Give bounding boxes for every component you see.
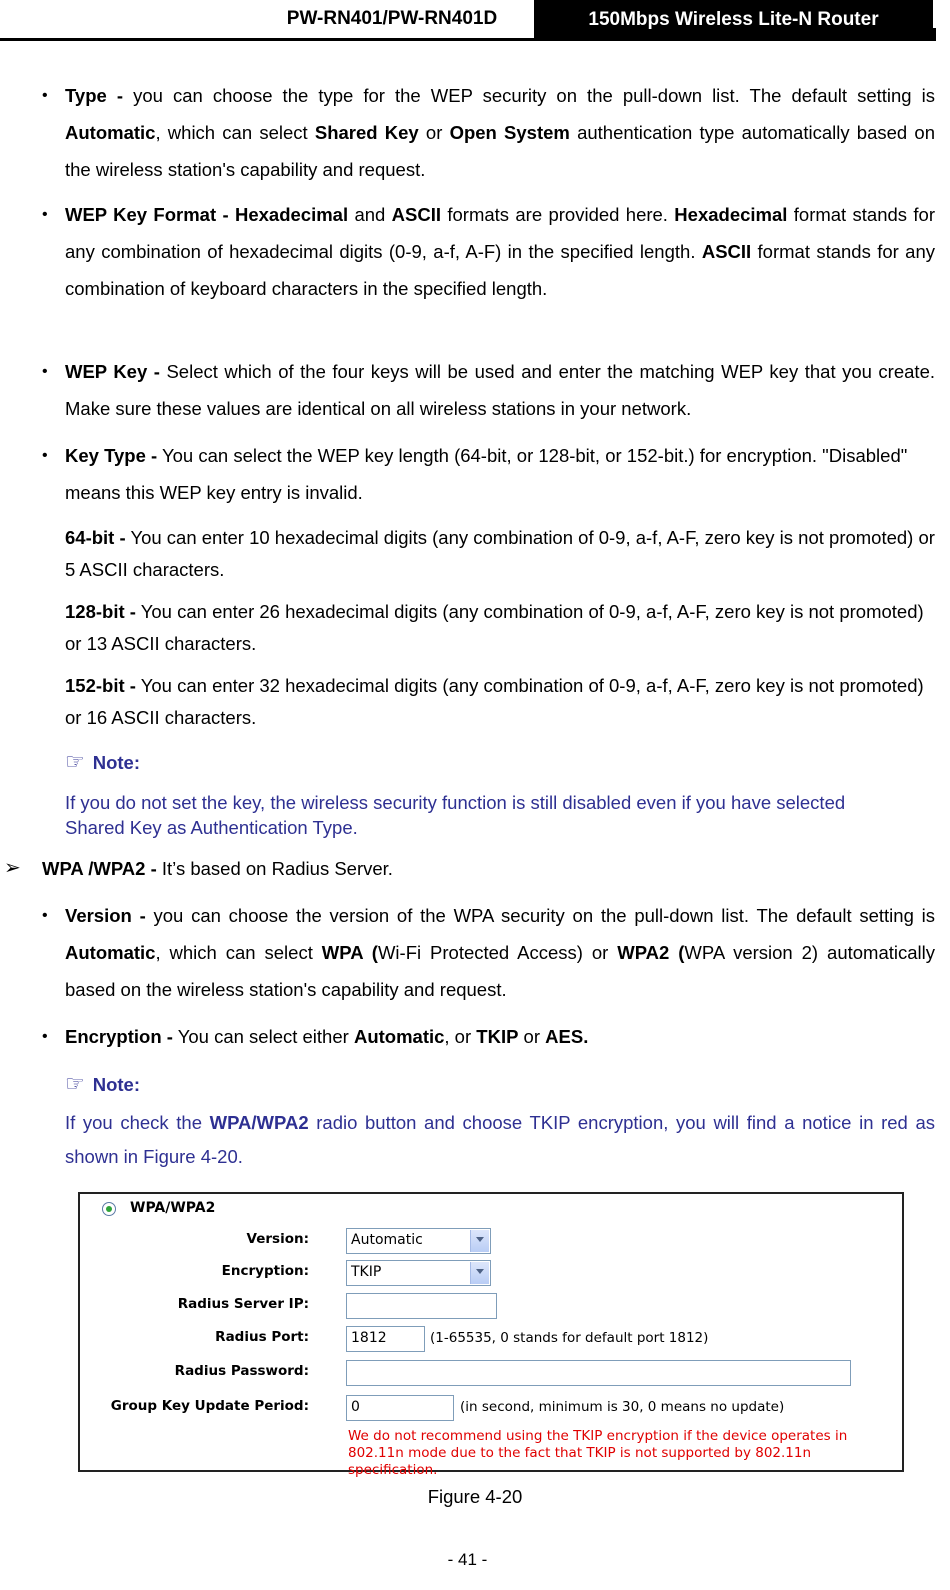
tkip-warning <box>348 1428 902 1479</box>
header-model: PW-RN401/PW-RN401D <box>286 8 498 29</box>
warning-line: 802.11n mode due to the fact that TKIP is not supported by 802.11n specification. <box>348 1445 812 1478</box>
text: Select which of the four keys will be used and enter the matching WEP key that you create. Make sure these values are identical on all wireless stations in your network. <box>65 361 935 419</box>
text: If you check the <box>65 1112 210 1133</box>
group-key-update-label: Group Key Update Period: <box>110 1398 309 1414</box>
key-label: WEP Key - <box>65 361 160 382</box>
text: or <box>418 122 450 143</box>
text: WPA version 2) automatically based on the wireless station's capability and request. <box>65 942 935 1000</box>
figure-caption: Figure 4-20 <box>427 1486 523 1507</box>
type-paragraph <box>65 77 935 188</box>
note-heading <box>65 1072 935 1097</box>
chevron-down-icon[interactable] <box>470 1262 489 1284</box>
bullet-dot: • <box>42 363 48 380</box>
pointing-hand-icon: ☞ <box>65 1072 85 1097</box>
text: radio button and choose TKIP encryption, you will find a notice in red as shown in Figure 4-20. <box>65 1112 935 1167</box>
encryption-select[interactable] <box>346 1260 491 1286</box>
k128-label: 128-bit - <box>65 601 136 622</box>
key-64bit-paragraph <box>65 522 935 586</box>
bullet-dot: • <box>42 87 48 104</box>
header-rule-tick <box>933 28 936 41</box>
wep-key-format-paragraph <box>65 196 935 307</box>
radius-server-ip-input[interactable] <box>346 1293 497 1319</box>
arrow-bullet-icon: ➢ <box>4 857 21 879</box>
text: you can choose the version of the WPA security on the pull-down list. The default setting is <box>145 905 935 926</box>
bold: WPA2 ( <box>617 942 685 963</box>
text: , which can select <box>155 122 315 143</box>
warning-line: We do not recommend using the TKIP encryption if the device operates in <box>348 1428 848 1444</box>
key-type-paragraph <box>65 437 935 511</box>
bold: Open System <box>449 122 570 143</box>
k152-label: 152-bit - <box>65 675 136 696</box>
text: , which can select <box>155 942 322 963</box>
radius-server-ip-label: Radius Server IP: <box>177 1296 309 1312</box>
note-text: If you do not set the key, the wireless security function is still disabled even if you have selected Shared Key as Authentication Type. <box>65 792 846 838</box>
key-152bit-paragraph <box>65 670 935 734</box>
key-128bit-paragraph <box>65 596 935 660</box>
text: format stands for any combination of hexadecimal digits (0-9, a-f, A-F) in the specified length. <box>65 204 935 262</box>
text: Wi-Fi Protected Access) or <box>377 942 618 963</box>
bold: ASCII <box>701 241 752 262</box>
version-value: Automatic <box>351 1232 423 1248</box>
version-label: Version - <box>65 905 146 926</box>
radius-port-input[interactable]: 1812 <box>346 1326 425 1352</box>
radius-password-label: Radius Password: <box>174 1363 309 1379</box>
text: and <box>348 204 392 225</box>
chevron-down-icon[interactable] <box>470 1230 489 1252</box>
text: You can enter 10 hexadecimal digits (any combination of 0-9, a-f, A-F, zero key is not promoted) or 5 ASCII characters. <box>65 527 935 580</box>
group-key-update-hint: (in second, minimum is 30, 0 means no update) <box>460 1399 785 1415</box>
note-text <box>65 1106 935 1174</box>
wep-key-paragraph <box>65 353 935 427</box>
text: You can select the WEP key length (64-bit, or 128-bit, or 152-bit.) for encryption. "Disabled" means this WEP key entry is invalid. <box>65 445 908 503</box>
keytype-label: Key Type - <box>65 445 158 466</box>
bold: Hexadecimal <box>674 204 788 225</box>
text: , or <box>444 1026 477 1047</box>
text: You can select either <box>172 1026 354 1047</box>
text: you can choose the type for the WEP security on the pull-down list. The default setting is <box>123 85 935 106</box>
bold: AES. <box>545 1026 589 1047</box>
text: formats are provided here. <box>441 204 675 225</box>
wpa-radio-label: WPA/WPA2 <box>130 1200 216 1216</box>
bold: Automatic <box>65 942 156 963</box>
text: It’s based on Radius Server. <box>156 858 393 879</box>
radius-port-label: Radius Port: <box>215 1329 309 1345</box>
wpa-radio-button[interactable] <box>102 1202 116 1216</box>
encryption-label: Encryption: <box>221 1263 309 1279</box>
radius-password-input[interactable] <box>346 1360 851 1386</box>
bullet-dot: • <box>42 206 48 223</box>
bold: Automatic <box>353 1026 445 1047</box>
page-number: - 41 - <box>447 1550 488 1569</box>
bullet-dot: • <box>42 447 48 464</box>
encryption-paragraph <box>65 1018 935 1055</box>
enc-label: Encryption - <box>65 1026 173 1047</box>
bold: Automatic <box>65 122 156 143</box>
figure-wpa-settings <box>78 1192 904 1478</box>
wpa-label: WPA /WPA2 - <box>42 858 157 879</box>
k64-label: 64-bit - <box>65 527 126 548</box>
text: authentication type automatically based on the wireless station's capability and request. <box>65 122 935 180</box>
radius-port-hint: (1-65535, 0 stands for default port 1812) <box>430 1330 709 1346</box>
format-label: WEP Key Format - Hexadecimal <box>65 204 349 225</box>
bold: TKIP <box>476 1026 519 1047</box>
note-title: Note: <box>92 752 141 773</box>
header-rule <box>0 38 935 41</box>
bold: WPA ( <box>321 942 378 963</box>
encryption-value: TKIP <box>351 1264 382 1280</box>
group-key-update-input[interactable]: 0 <box>346 1395 454 1421</box>
text: or <box>518 1026 546 1047</box>
bullet-dot: • <box>42 907 48 924</box>
note-title: Note: <box>92 1074 141 1095</box>
version-select[interactable] <box>346 1228 491 1254</box>
text: You can enter 26 hexadecimal digits (any combination of 0-9, a-f, A-F, zero key is not promoted) or 13 ASCII characters. <box>65 601 924 654</box>
version-paragraph <box>65 897 935 1008</box>
bold: Shared Key <box>314 122 419 143</box>
header-product: 150Mbps Wireless Lite-N Router <box>534 0 933 40</box>
text: You can enter 32 hexadecimal digits (any combination of 0-9, a-f, A-F, zero key is not promoted) or 16 ASCII characters. <box>65 675 924 728</box>
bold: ASCII <box>391 204 442 225</box>
version-label: Version: <box>246 1231 309 1247</box>
type-label: Type - <box>65 85 124 106</box>
bullet-dot: • <box>42 1028 48 1045</box>
note-heading <box>65 750 935 775</box>
wpa-paragraph <box>42 850 912 887</box>
pointing-hand-icon: ☞ <box>65 750 85 775</box>
bold: WPA/WPA2 <box>209 1112 309 1133</box>
text: format stands for any combination of keyboard characters in the specified length. <box>65 241 935 299</box>
